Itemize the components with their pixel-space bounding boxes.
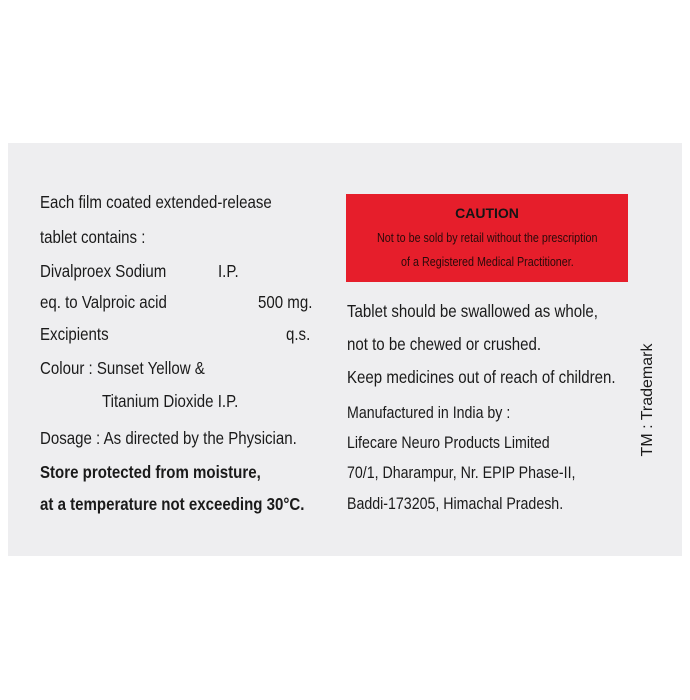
storage-line-1: Store protected from moisture, bbox=[40, 462, 261, 482]
instruction-line-3: Keep medicines out of reach of children. bbox=[347, 367, 616, 387]
manufacturer-line-4: Baddi-173205, Himachal Pradesh. bbox=[347, 495, 564, 513]
caution-box bbox=[346, 194, 628, 282]
composition-line-1: Each film coated extended-release bbox=[40, 192, 272, 212]
ingredient-2-amount: 500 mg. bbox=[258, 292, 313, 312]
manufacturer-line-1: Manufactured in India by : bbox=[347, 404, 511, 422]
excipients-label: Excipients bbox=[40, 324, 109, 344]
caution-line-2: of a Registered Medical Practitioner. bbox=[400, 255, 574, 269]
storage-line-2: at a temperature not exceeding 30°C. bbox=[40, 494, 305, 514]
caution-line-1-wrap bbox=[346, 231, 628, 245]
ingredient-1-name: Divalproex Sodium bbox=[40, 261, 167, 281]
caution-line-2-wrap bbox=[346, 255, 628, 269]
instruction-line-2: not to be chewed or crushed. bbox=[347, 334, 542, 354]
composition-line-2: tablet contains : bbox=[40, 227, 146, 247]
ingredient-2-name: eq. to Valproic acid bbox=[40, 292, 167, 312]
excipients-amount: q.s. bbox=[286, 324, 311, 344]
dosage-text: Dosage : As directed by the Physician. bbox=[40, 428, 297, 448]
manufacturer-line-2: Lifecare Neuro Products Limited bbox=[347, 434, 550, 452]
colour-line-2: Titanium Dioxide I.P. bbox=[102, 391, 239, 411]
instruction-line-1: Tablet should be swallowed as whole, bbox=[347, 301, 598, 321]
colour-line-1: Colour : Sunset Yellow & bbox=[40, 358, 205, 378]
ingredient-1-grade: I.P. bbox=[218, 261, 239, 281]
caution-line-1: Not to be sold by retail without the prescription bbox=[376, 231, 598, 245]
caution-title: CAUTION bbox=[455, 205, 519, 221]
manufacturer-line-3: 70/1, Dharampur, Nr. EPIP Phase-II, bbox=[347, 464, 576, 482]
trademark-text: TM : Trademark bbox=[639, 343, 656, 457]
